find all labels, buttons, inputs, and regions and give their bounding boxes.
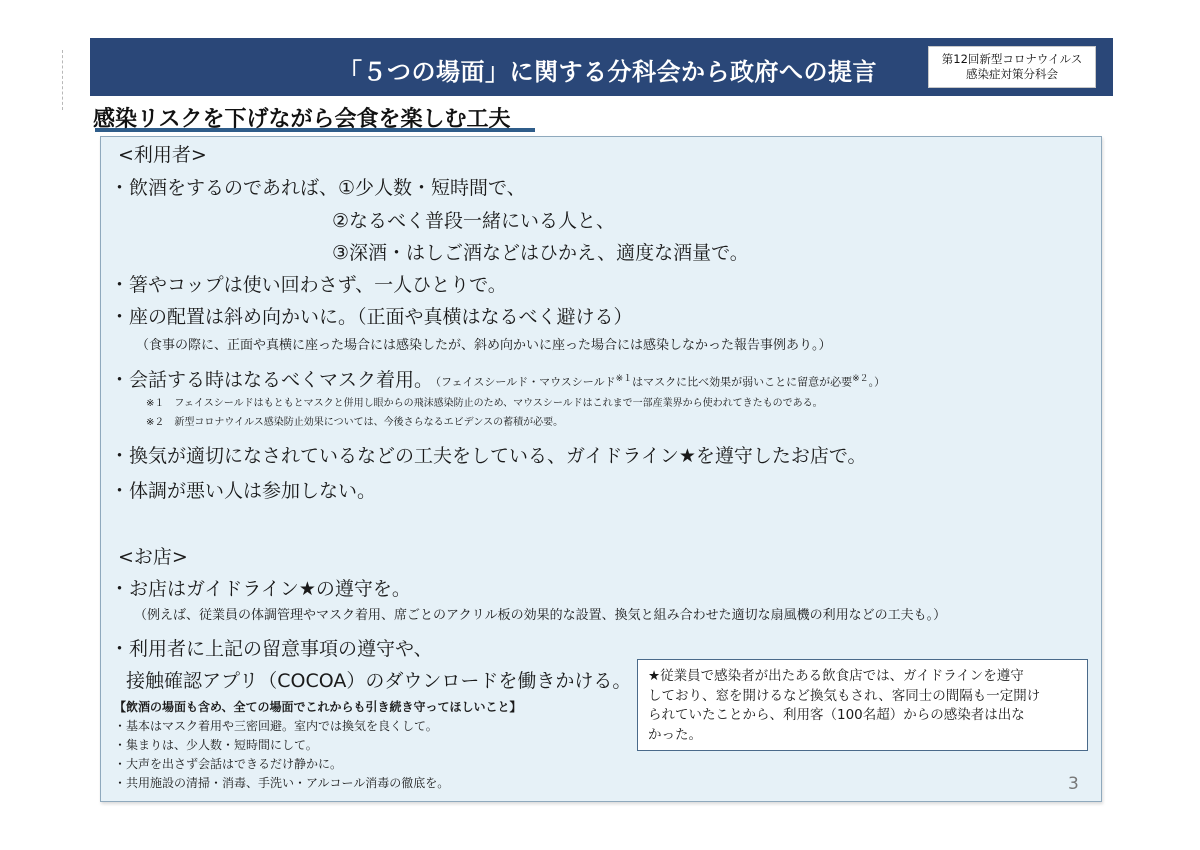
always-item: ・集まりは、少人数・短時間にして。 [114,738,318,752]
users-item-drinking-c: ③深酒・はしご酒などはひかえ、適度な酒量で。 [332,242,749,264]
callout-line: ★従業員で感染者が出たある飲食店では、ガイドラインを遵守 [648,668,1024,684]
committee-badge-line2: 感染症対策分科会 [966,67,1058,81]
users-item-seating: ・座の配置は斜め向かいに。（正面や真横はなるべく避ける） [110,306,633,328]
committee-badge [928,46,1096,88]
users-item-chopsticks: ・箸やコップは使い回わさず、一人ひとりで。 [110,274,507,296]
shops-item-guideline-note: （例えば、従業員の体調管理やマスク着用、席ごとのアクリル板の効果的な設置、換気と組み合わせた適切な扇風機の利用などの工夫も。） [134,608,947,623]
shops-item-encourage-a: ・利用者に上記の留意事項の遵守や、 [110,638,433,660]
callout-line: しており、窓を開けるなど換気もされ、客同士の間隔も一定開け [648,687,1041,704]
mask-note-sup1: ※１ [615,374,633,384]
users-item-health: ・体調が悪い人は参加しない。 [110,480,377,502]
slide-title: 「５つの場面」に関する分科会から政府への提言 [338,58,877,86]
always-item: ・基本はマスク着用や三密回避。室内では換気を良くして。 [114,719,438,733]
subtitle-block [93,102,511,135]
page-number: 3 [1068,774,1079,794]
always-item: ・大声を出さず会話はできるだけ静かに。 [114,757,343,771]
shops-item-encourage-b: 接触確認アプリ（COCOA）のダウンロードを働きかける。 [126,670,632,692]
shops-item-guideline: ・お店はガイドライン★の遵守を。 [110,578,411,600]
callout-line: かった。 [648,726,702,743]
section-subtitle: 感染リスクを下げながら会食を楽しむ工夫 [93,107,511,132]
callout-line: られていたことから、利用客（100名超）からの感染者は出な [648,707,1025,723]
mask-note-sup2: ※２ [852,374,869,384]
mask-note-part-b: はマスクに比べ効果が弱いことに留意が必要 [632,375,853,389]
users-item-drinking-b: ②なるべく普段一緒にいる人と、 [332,210,616,232]
footnote-1: ※１ フェイスシールドはもともとマスクと併用し眼からの飛沫感染防止のため、マウスシールドはこれまで一部産業界から使われてきたものである。 [146,398,823,409]
users-heading: <利用者> [118,144,207,166]
mask-note-part-a: （フェイスシールド・マウスシールド [430,375,616,389]
users-item-mask-note [430,371,885,390]
mask-note-part-c: 。） [868,375,886,389]
always-heading: 【飲酒の場面も含め、全ての場面でこれからも引き続き守ってほしいこと】 [114,700,522,714]
case-callout-box [637,659,1088,751]
users-item-seating-note: （食事の際に、正面や真横に座った場合には感染したが、斜め向かいに座った場合には感染しなかった報告事例あり。） [136,338,832,353]
users-item-ventilation: ・換気が適切になされているなどの工夫をしている、ガイドライン★を遵守したお店で。 [110,445,867,467]
margin-guide-line [62,50,64,110]
always-item: ・共用施設の清掃・消毒、手洗い・アルコール消毒の徹底を。 [114,776,450,790]
users-item-mask: ・会話する時はなるべくマスク着用。 [110,369,434,391]
users-item-drinking: ・飲酒をするのであれば、①少人数・短時間で、 [110,177,526,199]
committee-badge-line1: 第12回新型コロナウイルス [941,52,1083,66]
footnote-2: ※２ 新型コロナウイルス感染防止効果については、今後さらなるエビデンスの蓄積が必要。 [146,417,564,428]
shops-heading: <お店> [118,546,188,568]
